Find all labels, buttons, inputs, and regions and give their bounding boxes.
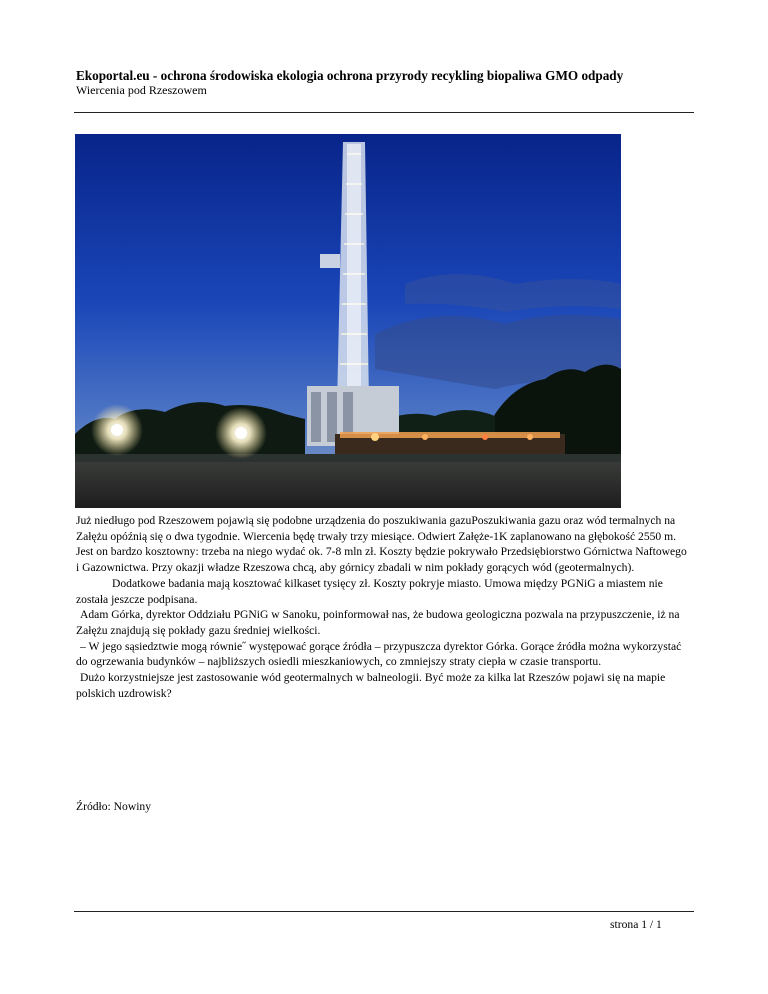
article-title: Wiercenia pod Rzeszowem (76, 83, 207, 97)
article-body (76, 513, 688, 701)
source-note: Źródło: Nowiny (76, 800, 152, 813)
drilling-rig-photo (75, 134, 621, 508)
site-title: Ekoportal.eu - ochrona środowiska ekologia ochrona przyrody recykling biopaliwa GMO odpady (76, 68, 624, 83)
paragraph: Adam Górka, dyrektor Oddziału PGNiG w Sanoku, poinformował nas, że budowa geologiczna pozwala na przypuszczenie, iż na Załężu znajdują się pokłady gazu średniej wielkości. (76, 608, 680, 637)
paragraph: Dodatkowe badania mają kosztować kilkaset tysięcy zł. Koszty pokryje miasto. Umowa między PGNiG a miastem nie została jeszcze podpisana. (76, 576, 663, 606)
paragraph: – W jego sąsiedztwie mogą równie˝ występować gorące źródła – przypuszcza dyrektor Górka. Gorące źródła można wykorzystać do ogrzewania budynków – najbliższych osiedli mieszkaniowych, co zmniejszy straty ciepła w czasie transportu. (76, 639, 682, 669)
ground (75, 460, 621, 508)
rig-platform (320, 254, 340, 268)
header-divider (74, 112, 694, 113)
footer-divider (74, 911, 694, 912)
page-number: strona 1 / 1 (610, 918, 662, 931)
photo-caption: Już niedługo pod Rzeszowem pojawią się podobne urządzenia do poszukiwania gazuPoszukiwania gazu oraz wód termalnych na Załężu opóźnią się o dwa tygodnie. Wiercenia będę trwały trzy miesiące. Odwiert Załęże-1K zaplanowano na głębokość 2550 m. Jest on bardzo kosztowny: trzeba na niego wydać ok. 7-8 mln zł. Koszty będzie pokrywało Przedsiębiorstwo Górnictwa Naftowego i Gazownictwa. Przy okazji władze Rzeszowa chcą, aby górnicy zbadali w nim pokłady gorących wód (geotermalnych). (76, 514, 687, 575)
paragraph: Dużo korzystniejsze jest zastosowanie wód geotermalnych w balneologii. Być może za kilka lat Rzeszów pojawi się na mapie polskich uzdrowisk? (76, 671, 666, 700)
